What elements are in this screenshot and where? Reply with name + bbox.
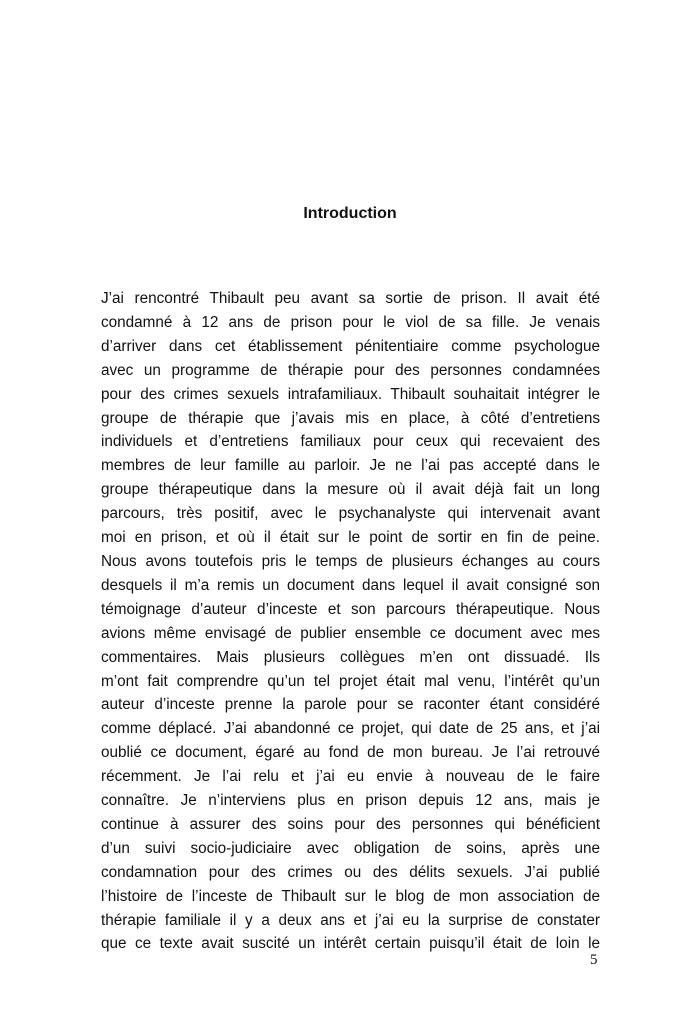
- text-line-content: condamné à 12 ans de prison pour le viol de sa fille. Je venais: [101, 313, 600, 331]
- text-line: [101, 693, 600, 717]
- text-line: [101, 837, 600, 861]
- text-line: [101, 335, 600, 359]
- text-line: [101, 550, 600, 574]
- text-line: [101, 311, 600, 335]
- text-line-content: groupe de thérapie que j’avais mis en place, à côté d’entretiens: [101, 409, 600, 427]
- text-line-content: comme déplacé. J’ai abandonné ce projet, qui date de 25 ans, et j’ai: [101, 720, 600, 738]
- text-line: [101, 359, 600, 383]
- text-line: [101, 383, 600, 407]
- text-line-content: desquels il m’a remis un document dans lequel il avait consigné son: [101, 576, 600, 594]
- page-title: Introduction: [303, 205, 397, 222]
- text-line-content: que ce texte avait suscité un intérêt certain puisqu’il était de loin le: [101, 935, 600, 953]
- body-paragraph: [101, 287, 600, 956]
- text-line: [101, 287, 600, 311]
- text-line: [101, 454, 600, 478]
- text-line-content: membres de leur famille au parloir. Je ne l’ai pas accepté dans le: [101, 457, 600, 475]
- text-line: [101, 502, 600, 526]
- text-line-content: thérapie familiale il y a deux ans et j’ai eu la surprise de constater: [101, 911, 600, 929]
- text-line: [101, 717, 600, 741]
- text-line-content: récemment. Je l’ai relu et j’ai eu envie à nouveau de le faire: [101, 768, 600, 786]
- text-line-content: individuels et d’entretiens familiaux pour ceux qui recevaient des: [101, 433, 600, 451]
- text-line-content: condamnation pour des crimes ou des délits sexuels. J’ai publié: [101, 863, 600, 881]
- text-line-content: avec un programme de thérapie pour des personnes condamnées: [101, 361, 600, 379]
- text-line: [101, 407, 600, 431]
- text-line-content: moi en prison, et où il était sur le point de sortir en fin de peine.: [101, 529, 600, 547]
- text-line-content: groupe thérapeutique dans la mesure où il avait déjà fait un long: [101, 481, 600, 499]
- text-line: [101, 741, 600, 765]
- text-line: [101, 478, 600, 502]
- text-line-content: parcours, très positif, avec le psychanalyste qui intervenait avant: [101, 505, 600, 523]
- text-line: [101, 909, 600, 933]
- text-line-content: oublié ce document, égaré au fond de mon bureau. Je l’ai retrouvé: [101, 744, 600, 762]
- text-line: [101, 861, 600, 885]
- text-line-content: avions même envisagé de publier ensemble ce document avec mes: [101, 624, 600, 642]
- page-number: 5: [590, 952, 598, 968]
- text-line: [101, 430, 600, 454]
- text-line-content: J’ai rencontré Thibault peu avant sa sortie de prison. Il avait été: [101, 290, 600, 307]
- text-line-content: d’un suivi socio-judiciaire avec obligation de soins, après une: [101, 839, 600, 857]
- text-line: [101, 932, 600, 956]
- text-line: [101, 885, 600, 909]
- text-line-content: Nous avons toutefois pris le temps de plusieurs échanges au cours: [101, 552, 600, 570]
- text-line-content: continue à assurer des soins pour des personnes qui bénéficient: [101, 815, 600, 833]
- text-line: [101, 526, 600, 550]
- text-line: [101, 813, 600, 837]
- text-line: [101, 789, 600, 813]
- text-line: [101, 765, 600, 789]
- text-line-content: auteur d’inceste prenne la parole pour se raconter étant considéré: [101, 696, 600, 714]
- text-line-content: témoignage d’auteur d’inceste et son parcours thérapeutique. Nous: [101, 600, 600, 618]
- text-line-content: m’ont fait comprendre qu’un tel projet était mal venu, l’intérêt qu’un: [101, 672, 600, 690]
- text-line-content: connaître. Je n’interviens plus en prison depuis 12 ans, mais je: [101, 792, 600, 810]
- text-line: [101, 622, 600, 646]
- text-line-content: commentaires. Mais plusieurs collègues m’en ont dissuadé. Ils: [101, 648, 600, 666]
- text-line: [101, 646, 600, 670]
- text-line: [101, 574, 600, 598]
- text-line-content: d’arriver dans cet établissement pénitentiaire comme psychologue: [101, 337, 600, 355]
- text-line-content: pour des crimes sexuels intrafamiliaux. Thibault souhaitait intégrer le: [101, 385, 600, 403]
- text-line: [101, 598, 600, 622]
- text-line: [101, 670, 600, 694]
- text-line-content: l’histoire de l’inceste de Thibault sur le blog de mon association de: [101, 887, 600, 905]
